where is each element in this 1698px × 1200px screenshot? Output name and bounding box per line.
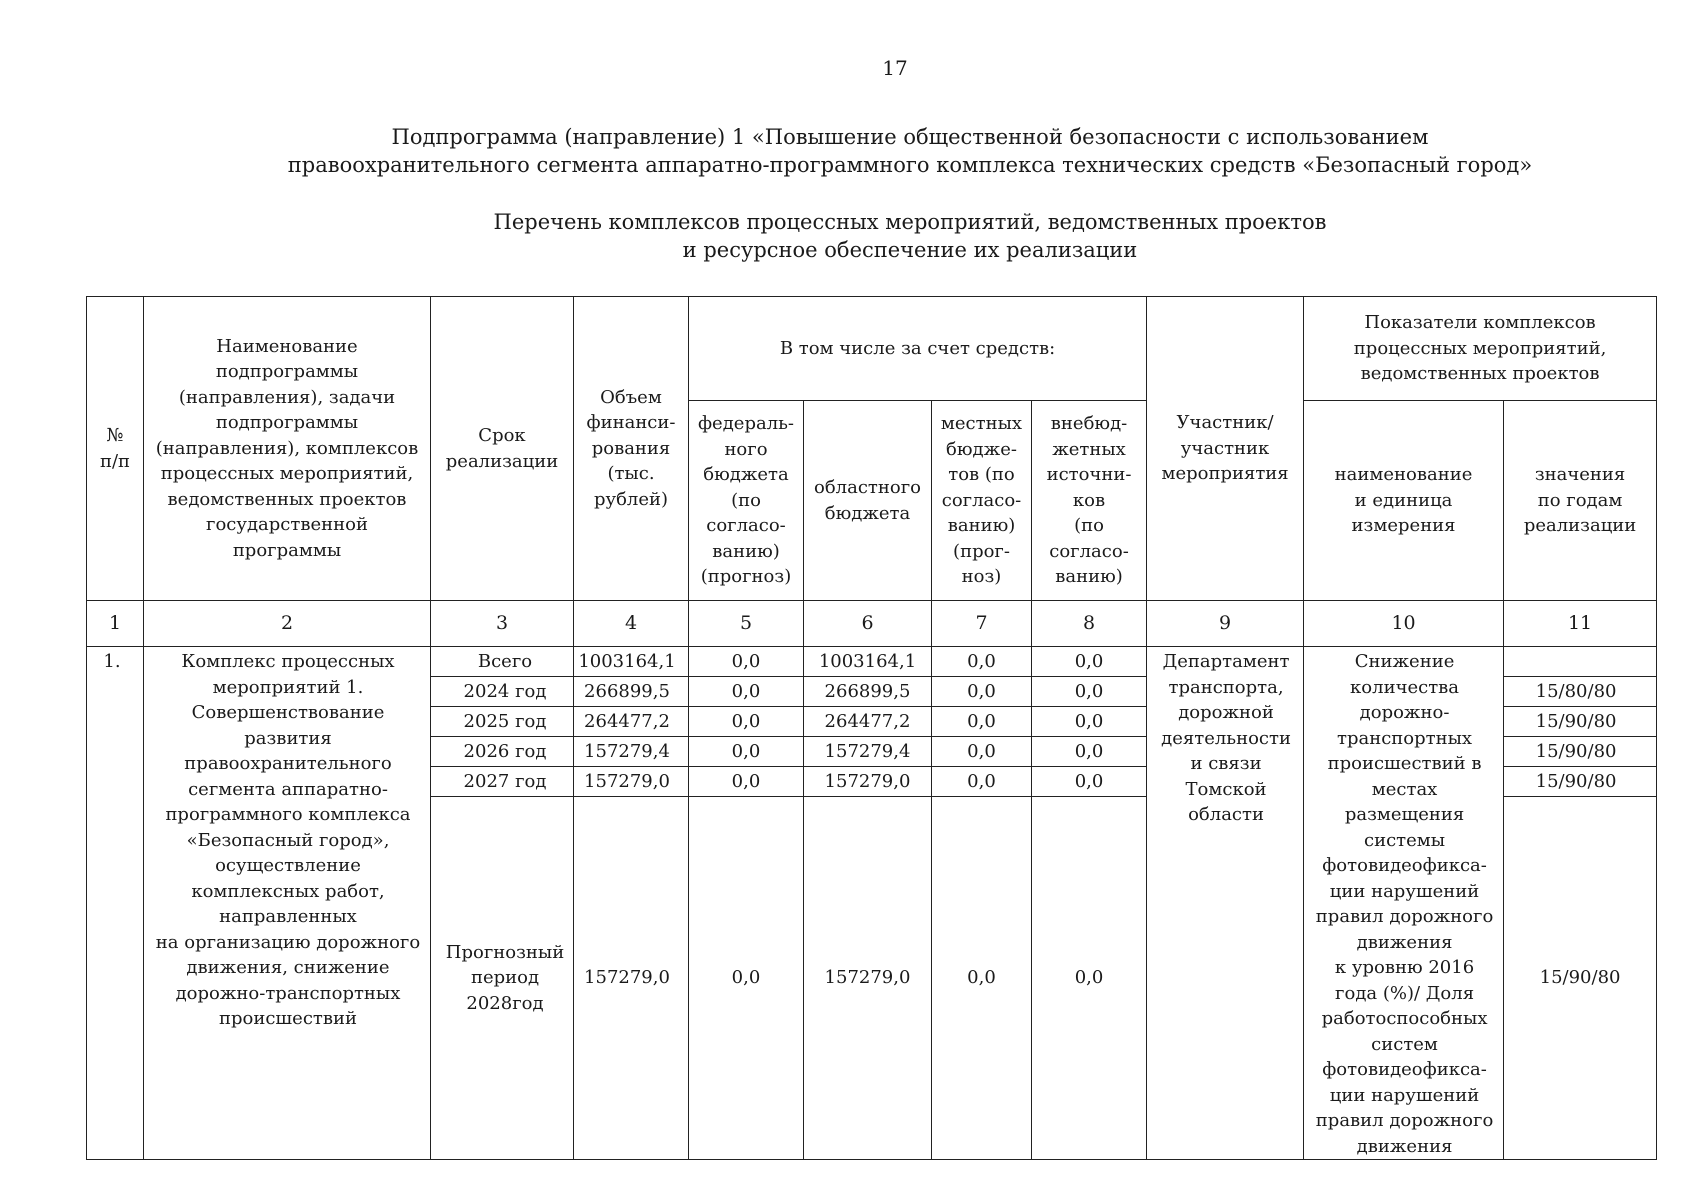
period-federal: 0,0	[689, 647, 804, 677]
period-local: 0,0	[932, 797, 1032, 1160]
period-extra: 0,0	[1032, 737, 1147, 767]
column-number: 2	[144, 601, 431, 647]
column-number: 5	[689, 601, 804, 647]
period-term: 2024 год	[431, 677, 574, 707]
period-indicator-value: 15/80/80	[1504, 677, 1657, 707]
period-local: 0,0	[932, 737, 1032, 767]
period-regional: 157279,0	[804, 797, 932, 1160]
header-participant: Участник/ участник мероприятия	[1147, 297, 1304, 601]
period-federal: 0,0	[689, 737, 804, 767]
period-term: 2027 год	[431, 767, 574, 797]
period-volume: 264477,2	[574, 707, 689, 737]
column-number: 3	[431, 601, 574, 647]
period-federal: 0,0	[689, 767, 804, 797]
column-number: 11	[1504, 601, 1657, 647]
row-number: 1.	[87, 647, 144, 1160]
period-regional: 264477,2	[804, 707, 932, 737]
period-regional: 157279,4	[804, 737, 932, 767]
period-local: 0,0	[932, 767, 1032, 797]
header-term: Срок реализации	[431, 297, 574, 601]
column-number: 6	[804, 601, 932, 647]
period-indicator-value: 15/90/80	[1504, 767, 1657, 797]
subprogram-title	[60, 123, 1698, 179]
header-federal: федераль- ного бюджета (по согласо- ванию) (прогноз)	[689, 401, 804, 601]
period-federal: 0,0	[689, 677, 804, 707]
period-term: 2026 год	[431, 737, 574, 767]
period-term: 2025 год	[431, 707, 574, 737]
subprogram-title-line-2: правоохранительного сегмента аппаратно-программного комплекса технических средств «Безопасный город»	[287, 153, 1533, 177]
period-volume: 1003164,1	[574, 647, 689, 677]
row-name: Комплекс процессных мероприятий 1. Совершенствование развития правоохранительного сегмента аппаратно-программного комплекса «Безопасный город», осуществление комплексных работ, направленных на организацию дорожного движения, снижение дорожно-транспортных происшествий	[144, 647, 431, 1160]
period-federal: 0,0	[689, 797, 804, 1160]
period-regional: 1003164,1	[804, 647, 932, 677]
period-volume: 266899,5	[574, 677, 689, 707]
column-number: 10	[1304, 601, 1504, 647]
period-indicator-value: 15/90/80	[1504, 737, 1657, 767]
period-extra: 0,0	[1032, 647, 1147, 677]
period-regional: 157279,0	[804, 767, 932, 797]
header-extra: внебюд- жетных источни- ков (по согласо- ванию)	[1032, 401, 1147, 601]
row-participant: Департамент транспорта, дорожной деятельности и связи Томской области	[1147, 647, 1304, 1160]
list-title-line-2: и ресурсное обеспечение их реализации	[682, 238, 1138, 262]
header-volume: Объем финанси- рования (тыс. рублей)	[574, 297, 689, 601]
header-name: Наименование подпрограммы (направления), задачи подпрограммы (направления), комплексов процессных мероприятий, ведомственных проектов государственной программы	[144, 297, 431, 601]
period-volume: 157279,0	[574, 797, 689, 1160]
subprogram-title-line-1: Подпрограмма (направление) 1 «Повышение общественной безопасности с использованием	[391, 125, 1429, 149]
column-number: 8	[1032, 601, 1147, 647]
table-row	[87, 647, 1657, 677]
period-term: Прогнозный период 2028год	[431, 797, 574, 1160]
header-local: местных бюдже- тов (по согласо- ванию) (прог- ноз)	[932, 401, 1032, 601]
header-indicators: Показатели комплексов процессных мероприятий, ведомственных проектов	[1304, 297, 1657, 401]
period-indicator-value: 15/90/80	[1504, 707, 1657, 737]
period-local: 0,0	[932, 647, 1032, 677]
column-number: 7	[932, 601, 1032, 647]
measures-table	[86, 296, 1657, 1160]
period-local: 0,0	[932, 707, 1032, 737]
column-number: 9	[1147, 601, 1304, 647]
column-numbers-row	[87, 601, 1657, 647]
header-including: В том числе за счет средств:	[689, 297, 1147, 401]
period-extra: 0,0	[1032, 797, 1147, 1160]
row-indicator-name: Снижение количества дорожно-транспортных происшествий в местах размещения системы фотовидеофикса-ции нарушений правил дорожного движения к уровню 2016 года (%)/ Доля работоспособных систем фотовидеофикса-ции нарушений правил дорожного движения	[1304, 647, 1504, 1160]
period-volume: 157279,4	[574, 737, 689, 767]
period-indicator-value	[1504, 647, 1657, 677]
period-regional: 266899,5	[804, 677, 932, 707]
header-regional: областного бюджета	[804, 401, 932, 601]
column-number: 4	[574, 601, 689, 647]
header-indicator-name: наименование и единица измерения	[1304, 401, 1504, 601]
period-extra: 0,0	[1032, 677, 1147, 707]
period-extra: 0,0	[1032, 767, 1147, 797]
header-row-1	[87, 297, 1657, 401]
period-indicator-value: 15/90/80	[1504, 797, 1657, 1160]
period-federal: 0,0	[689, 707, 804, 737]
page-number: 17	[882, 56, 908, 80]
header-num: № п/п	[87, 297, 144, 601]
header-indicator-values: значения по годам реализации	[1504, 401, 1657, 601]
list-title-line-1: Перечень комплексов процессных мероприятий, ведомственных проектов	[493, 210, 1327, 234]
list-title	[60, 208, 1698, 264]
period-volume: 157279,0	[574, 767, 689, 797]
period-local: 0,0	[932, 677, 1032, 707]
column-number: 1	[87, 601, 144, 647]
period-term: Всего	[431, 647, 574, 677]
period-extra: 0,0	[1032, 707, 1147, 737]
